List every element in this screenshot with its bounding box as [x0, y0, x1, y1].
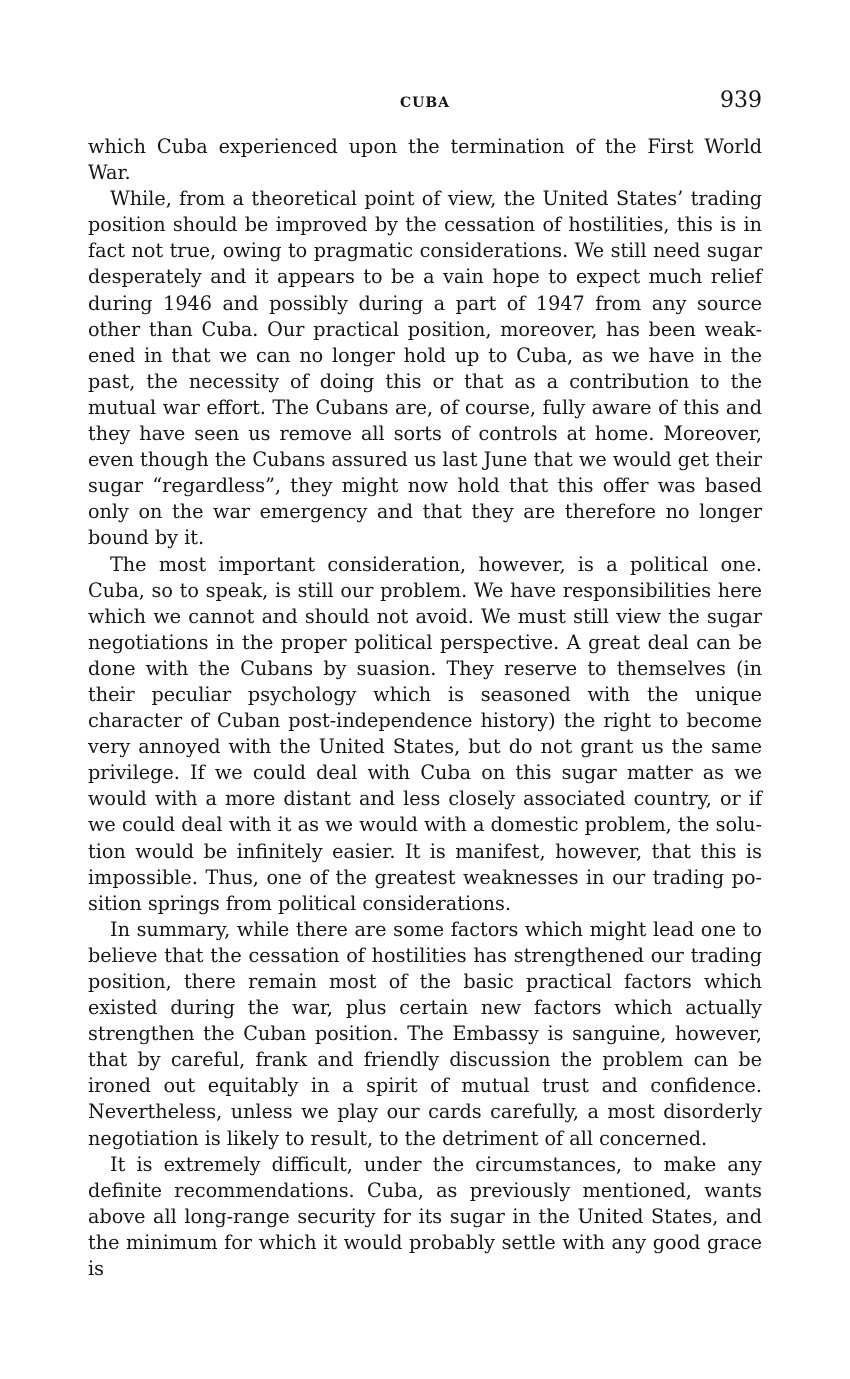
paragraph-political-consideration: The most important consideration, however, is a political one. Cuba, so to speak, is still our problem. We have responsibilities here which we cannot and should not avoid. We must still view the sugar negotiations in the proper political perspective. A great deal can be done with the Cubans by suasion. They reserve to themselves (in their peculiar psychology which is seasoned with the unique character of Cuban post-independence history) the right to become very annoyed with the United States, but do not grant us the same privilege. If we could deal with Cuba on this sugar matter as we would with a more distant and less closely associated country, or if we could deal with it as we would with a domestic problem, the solution would be infinitely easier. It is manifest, however, that this is impossible. Thus, one of the greatest weaknesses in our trading position springs from political considerations.: [88, 552, 762, 915]
paragraph-continuation: which Cuba experienced upon the termination of the First World War.: [88, 135, 762, 185]
paragraph-summary: In summary, while there are some factors which might lead one to believe that the cessation of hostilities has strengthened our trading position, there remain most of the basic practical factors which existed during the war, plus certain new factors which actually strengthen the Cuban position. The Embassy is sanguine, however, that by careful, frank and friendly discussion the problem can be ironed out equitably in a spirit of mutual trust and confidence. Nevertheless, unless we play our cards carefully, a most disorderly negotiation is likely to result, to the detriment of all concerned.: [88, 917, 762, 1150]
paragraph-recommendations: It is extremely difficult, under the circumstances, to make any definite recommendations. Cuba, as previously mentioned, wants above all long-range security for its sugar in the United States, and the minimum for which it would probably settle with any good grace is: [88, 1152, 762, 1281]
paragraph-trading-position: While, from a theoretical point of view, the United States’ trading position should be improved by the cessation of hostilities, this is in fact not true, owing to pragmatic considerations. We still need sugar desperately and it appears to be a vain hope to expect much relief during 1946 and possibly during a part of 1947 from any source other than Cuba. Our practical position, moreover, has been weakened in that we can no longer hold up to Cuba, as we have in the past, the necessity of doing this or that as a contribution to the mutual war effort. The Cubans are, of course, fully aware of this and they have seen us remove all sorts of controls at home. Moreover, even though the Cubans assured us last June that we would get their sugar “regardless”, they might now hold that this offer was based only on the war emergency and that they are therefore no longer bound by it.: [88, 187, 762, 550]
running-head: CUBA: [399, 95, 451, 111]
page-header: [88, 88, 762, 118]
body-text: [88, 134, 762, 1282]
page-number: 939: [720, 88, 762, 113]
